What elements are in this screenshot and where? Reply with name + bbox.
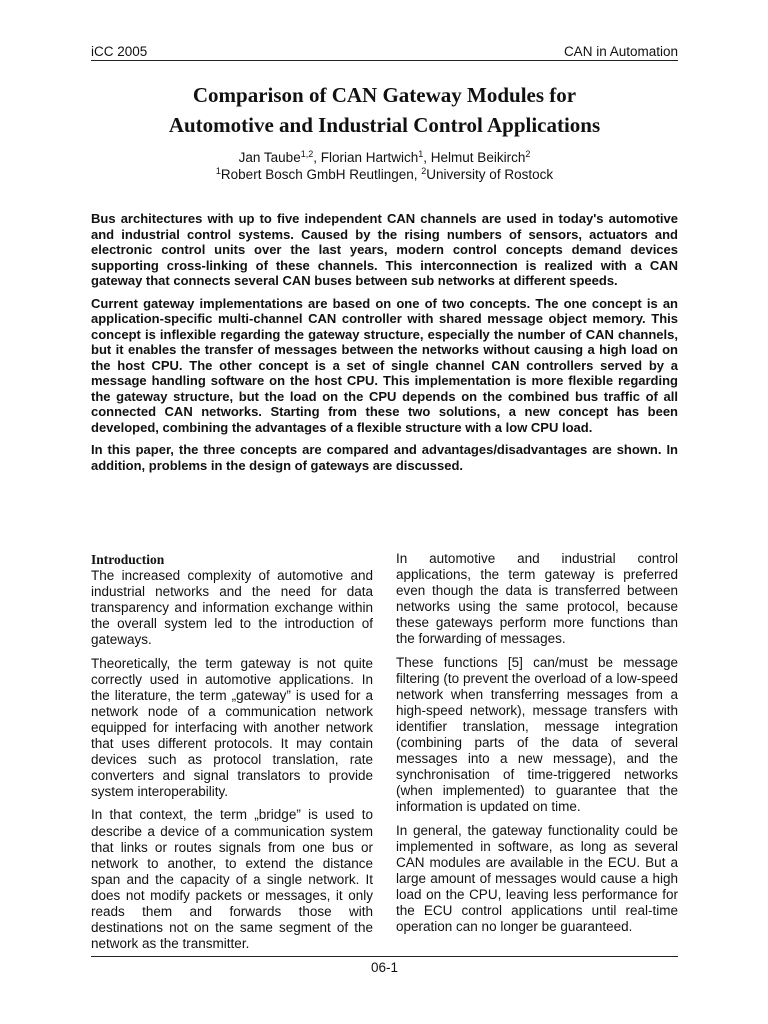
left-column — [91, 551, 373, 959]
author-affiliation-mark: 1,2 — [300, 149, 314, 159]
footer-rule — [91, 956, 678, 957]
running-header — [91, 44, 678, 60]
body-paragraph: In automotive and industrial control applications, the term gateway is preferred even though the data is transferred between networks using the same protocol, because these gateways perform more functions than the forwarding of messages. — [396, 551, 678, 647]
paper-title — [91, 80, 678, 140]
header-rule — [91, 60, 678, 61]
author-name: Florian Hartwich — [320, 150, 419, 165]
author-separator: , — [313, 150, 321, 165]
body-paragraph: In that context, the term „bridge” is used to describe a device of a communication system that links or routes signals from one bus or network to another, to extend the distance span and the capacity of a single network. It does not modify packets or messages, it only reads them and forwards those with destinations not on the same segment of the network as the transmitter. — [91, 807, 373, 952]
conference-name: iCC 2005 — [91, 44, 148, 59]
abstract-paragraph: Bus architectures with up to five independent CAN channels are used in today's automotive and industrial control systems. Caused by the rising numbers of sensors, actuators and electronic control units over the last years, modern control concepts demand devices supporting cross-linking of these channels. This interconnection is realized with a CAN gateway that connects several CAN buses between sub networks at different speeds. — [91, 211, 678, 288]
affiliation-line — [91, 167, 678, 183]
title-line-1: Comparison of CAN Gateway Modules for — [192, 83, 577, 107]
body-paragraph: The increased complexity of automotive and industrial networks and the need for data transparency and information exchange within the overall system led to the introduction of gateways. — [91, 568, 373, 648]
title-line-2: Automotive and Industrial Control Applications — [168, 113, 601, 137]
abstract-paragraph: In this paper, the three concepts are compared and advantages/disadvantages are shown. In addition, problems in the design of gateways are discussed. — [91, 442, 678, 473]
body-paragraph: Theoretically, the term gateway is not quite correctly used in automotive applications. In the literature, the term „gateway” is used for a network node of a communication network equipped for interfacing with another network that uses different protocols. It may contain devices such as protocol translation, rate converters and signal translators to provide system interoperability. — [91, 655, 373, 800]
affiliation-name: University of Rostock — [426, 167, 554, 182]
author-name: Helmut Beikirch — [430, 150, 526, 165]
author-separator: , — [423, 150, 431, 165]
author-list — [91, 150, 678, 166]
affiliation-mark: 2 — [421, 166, 427, 176]
affiliation-mark: 1 — [215, 166, 221, 176]
body-paragraph: In general, the gateway functionality could be implemented in software, as long as several CAN modules are available in the ECU. But a large amount of messages would cause a high load on the CPU, leaving less performance for the ECU control applications until real-time operation can no longer be guaranteed. — [396, 822, 678, 935]
affiliation-name: Robert Bosch GmbH Reutlingen, — [220, 167, 422, 182]
organization-name: CAN in Automation — [563, 44, 678, 59]
author-name: Jan Taube — [238, 150, 301, 165]
page-number: 06-1 — [370, 960, 399, 975]
abstract-paragraph: Current gateway implementations are based on one of two concepts. The one concept is an application-specific multi-channel CAN controller with shared message object memory. This concept is inflexible regarding the gateway structure, especially the number of CAN channels, but it enables the transfer of messages between the networks without causing a high load on the host CPU. The other concept is a set of single channel CAN controllers served by a message handling software on the host CPU. This implementation is more flexible regarding the gateway structure, but the load on the CPU depends on the combined bus traffic of all connected CAN networks. Starting from these two solutions, a new concept has been developed, combining the advantages of a flexible structure with a low CPU load. — [91, 295, 678, 435]
section-heading-introduction: Introduction — [91, 552, 165, 567]
right-column — [396, 551, 678, 942]
author-affiliation-mark: 2 — [525, 149, 531, 159]
abstract — [91, 211, 678, 480]
author-affiliation-mark: 1 — [418, 149, 424, 159]
body-paragraph: These functions [5] can/must be message filtering (to prevent the overload of a low-speed network when transferring messages from a high-speed network), message transfers with identifier translation, message integration (combining parts of the data of several messages into a new message), and the synchronisation of time-triggered networks (when implemented) to guarantee that the information is updated on time. — [396, 654, 678, 815]
